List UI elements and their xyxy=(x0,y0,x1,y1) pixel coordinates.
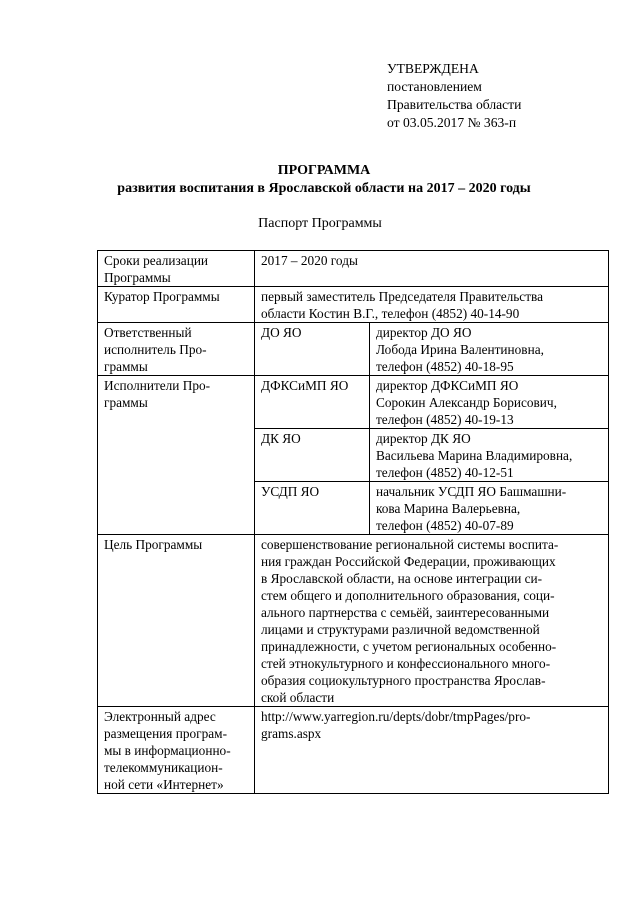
responsible-org: ДО ЯО xyxy=(255,323,370,376)
timing-value: 2017 – 2020 годы xyxy=(255,251,609,287)
table-row-executor-1 xyxy=(98,376,609,429)
executor-org: ДФКСиМП ЯО xyxy=(255,376,370,429)
curator-label: Куратор Программы xyxy=(98,287,255,323)
approval-line-date-number: от 03.05.2017 № 363-п xyxy=(387,115,517,130)
executor-org: ДК ЯО xyxy=(255,429,370,482)
timing-label: Сроки реализации Программы xyxy=(98,251,255,287)
web-address-label: Электронный адрес размещения програм- мы в информационно- телекоммуникацион- ной сети «Интернет» xyxy=(98,707,255,794)
table-row-web-address xyxy=(98,707,609,794)
web-address-value: http://www.yarregion.ru/depts/dobr/tmpPages/pro- grams.aspx xyxy=(255,707,609,794)
table-row-timing xyxy=(98,251,609,287)
responsible-label: Ответственный исполнитель Про- граммы xyxy=(98,323,255,376)
executor-org: УСДП ЯО xyxy=(255,482,370,535)
executor-person: директор ДК ЯО Васильева Марина Владимировна, телефон (4852) 40-12-51 xyxy=(370,429,609,482)
executor-person: начальник УСДП ЯО Башмашни- кова Марина Валерьевна, телефон (4852) 40-07-89 xyxy=(370,482,609,535)
goal-value: совершенствование региональной системы воспита- ния граждан Российской Федерации, проживающих в Ярославской области, на основе интеграции си- стем общего и дополнительного образования, соци- ального партнерства с семьёй, заинтересованными лицами и структурами различной ведомственной принадлежности, с учетом региональных особенно- стей этнокультурного и конфессионального много- образия социокультурного пространства Ярослав- ской области xyxy=(255,535,609,707)
responsible-person: директор ДО ЯО Лобода Ирина Валентиновна, телефон (4852) 40-18-95 xyxy=(370,323,609,376)
table-row-responsible xyxy=(98,323,609,376)
approval-line-approved: УТВЕРЖДЕНА xyxy=(387,61,479,76)
document-title: ПРОГРАММА xyxy=(277,163,371,178)
executors-label: Исполнители Про- граммы xyxy=(98,376,255,535)
approval-line-government: Правительства области xyxy=(387,97,522,112)
passport-heading: Паспорт Программы xyxy=(258,216,382,231)
table-row-goal xyxy=(98,535,609,707)
approval-block xyxy=(387,60,521,132)
table-row-curator xyxy=(98,287,609,323)
curator-value: первый заместитель Председателя Правительства области Костин В.Г., телефон (4852) 40-14-90 xyxy=(255,287,609,323)
document-subtitle: развития воспитания в Ярославской области на 2017 – 2020 годы xyxy=(117,181,531,196)
executor-person: директор ДФКСиМП ЯО Сорокин Александр Борисович, телефон (4852) 40-19-13 xyxy=(370,376,609,429)
goal-label: Цель Программы xyxy=(98,535,255,707)
passport-table xyxy=(97,250,609,794)
approval-line-resolution: постановлением xyxy=(387,79,482,94)
